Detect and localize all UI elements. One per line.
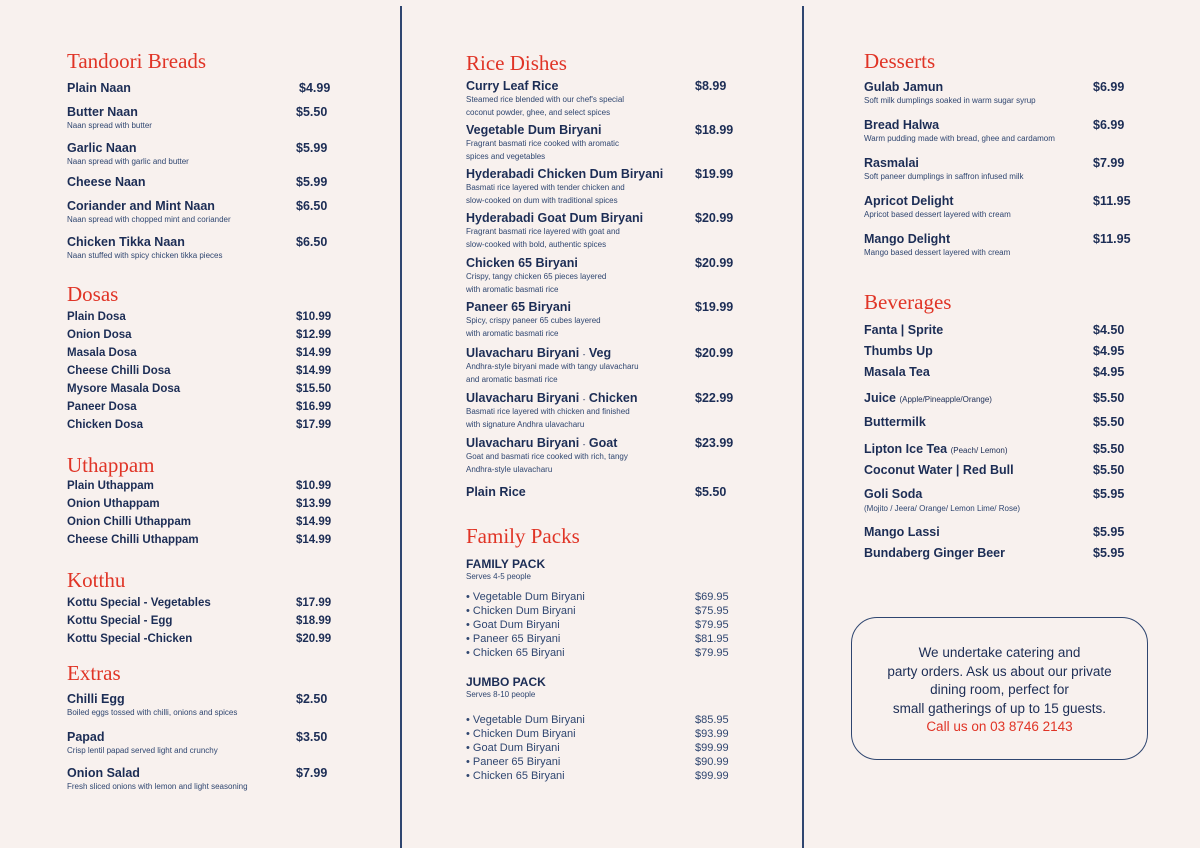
item-name: Chicken Dosa [67,419,144,431]
column-divider-left [400,6,402,848]
item-price: $6.99 [1093,118,1125,132]
catering-info-box [851,617,1148,760]
item-price: $4.95 [1093,365,1125,379]
item-name: Paneer Dosa [67,401,137,413]
item-name: Plain Naan [67,81,131,95]
item-price: $11.95 [1093,232,1131,246]
section-title-beverages: Beverages [864,290,952,314]
menu-column-1 [67,0,335,848]
item-description: Basmati rice layered with tender chicken and slow-cooked on dum with traditional spices [466,183,625,205]
item-price: $16.99 [296,401,332,413]
catering-line: We undertake catering and [918,645,1081,660]
item-price: $5.95 [1093,546,1125,560]
item-name: Onion Chilli Uthappam [67,516,191,528]
item-name: Bundaberg Ginger Beer [864,546,1005,560]
section-title-dosas: Dosas [67,282,119,306]
section-title-extras: Extras [67,661,121,685]
item-description: Goat and basmati rice cooked with rich, tangy Andhra-style ulavacharu [466,452,628,474]
item-description: Warm pudding made with bread, ghee and cardamom [864,134,1055,143]
item-price: $14.99 [296,534,332,546]
item-name: Cheese Chilli Dosa [67,365,171,377]
item-name: Masala Dosa [67,347,137,359]
item-price: $19.99 [695,167,734,181]
item-name: Chicken Tikka Naan [67,235,185,249]
catering-line: small gatherings of up to 15 guests. [892,700,1107,716]
item-price: $7.99 [1093,156,1125,170]
item-description: Naan spread with butter [67,121,152,130]
item-name: Buttermilk [864,415,926,429]
item-price: $20.99 [296,633,332,645]
section-title-kotthu: Kotthu [67,568,126,592]
item-name: Fanta | Sprite [864,323,944,337]
item-name: Plain Uthappam [67,480,154,492]
item-price: $17.99 [296,597,332,609]
item-name: Vegetable Dum Biryani [466,123,602,137]
item-price: $5.50 [695,485,727,499]
item-name: Hyderabadi Goat Dum Biryani [466,211,644,225]
menu-column-2: Rice Dishes Curry Leaf Rice $8.99 Steamed rice blended with our chef's special coconut powder, ghee, and select spices Vegetable Dum Biryani $18.99 Fragrant basmati rice cooked with aromatic spices and vegetables Hyderabadi Chicken Dum Biryani $19.99 Basmati rice layered with tender chicken and slow-cooked on dum with traditional spices Hyderabadi Goat Dum Biryani $20.99 Fragrant basmati rice layered with goat and slow-cooked with bold, authentic spices Chicken 65 Biryani $20.99 Crispy, tangy chicken 65 pieces layered with aromatic basmati rice Paneer 65 Biryani $19.99 Spicy, crispy paneer 65 cubes layered with aromatic basmati rice Ulavacharu Biryani - Veg $20.99 Andhra-style biryani made with tangy ulavacharu and aromatic basmati rice Ulavacharu Biryani - Chicken $22.99 Basmati rice layered with chicken and finished with signature Andhra ulavacharu Ulavacharu Biryani - Goat $23.99 Goat and basmati rice cooked with rich, tangy Andhra-style ulavacharu Plain Rice $5.50 Family Packs FAMILY PACK Serves 4-5 people • Vegetable Dum Biryani $69.95 • Chicken Dum Biryani $75.95 • Goat Dum Biryani $79.95 • Paneer 65 Biryani $81.95 • Chicken 65 Biryani $79.95 JUMBO PACK Serves 8-10 people • Vegetable Dum Biryani $85.95 • Chicken Dum Biryani $93.99 • Goat Dum Biryani $99.99 • Paneer 65 Biryani $90.99 • Chicken 65 Biryani $99.99 [466,51,734,782]
item-name: Plain Dosa [67,311,126,323]
item-name: Kottu Special - Egg [67,615,173,627]
item-name: Chilli Egg [67,692,125,706]
item-name: Thumbs Up [864,344,933,358]
item-name: Chicken 65 Biryani [466,256,578,270]
column-divider-right [802,6,804,848]
item-price: $5.99 [296,175,328,189]
item-price: $17.99 [296,419,332,431]
item-name: Garlic Naan [67,141,137,155]
item-price: $14.99 [296,365,332,377]
item-name: Butter Naan [67,105,138,119]
item-name: Ulavacharu Biryani - Veg [466,346,612,360]
item-price: $4.99 [299,81,331,95]
item-price: $15.50 [296,383,332,395]
item-price: $6.50 [296,235,328,249]
item-description: Crisp lentil papad served light and crunchy [67,746,218,755]
item-price: $14.99 [296,347,332,359]
item-description: Spicy, crispy paneer 65 cubes layered with aromatic basmati rice [466,316,601,338]
item-name: Hyderabadi Chicken Dum Biryani [466,167,664,181]
item-price: $20.99 [695,346,734,360]
item-description: Naan spread with garlic and butter [67,157,189,166]
item-description: Apricot based dessert layered with cream [864,210,1011,219]
item-name: Lipton Ice Tea (Peach/ Lemon) [864,442,1008,456]
item-price: $7.99 [296,766,328,780]
item-description: Mango based dessert layered with cream [864,248,1011,257]
item-name: Plain Rice [466,485,526,499]
item-description: Soft milk dumplings soaked in warm sugar syrup [864,96,1036,105]
item-description: Naan stuffed with spicy chicken tikka pieces [67,251,223,260]
item-name: Paneer 65 Biryani [466,300,571,314]
item-price: $4.95 [1093,344,1125,358]
item-price: $5.95 [1093,525,1125,539]
item-description: Naan spread with chopped mint and coriander [67,215,231,224]
item-description: Soft paneer dumplings in saffron infused milk [864,172,1024,181]
family-pack-serves: Serves 4-5 people [466,572,531,581]
catering-line: dining room, perfect for [930,682,1069,697]
item-description: (Mojito / Jeera/ Orange/ Lemon Lime/ Rose) [864,504,1021,513]
item-name: Mysore Masala Dosa [67,383,181,395]
item-price: $22.99 [695,391,734,405]
item-price: $18.99 [695,123,734,137]
catering-phone: Call us on 03 8746 2143 [926,719,1073,734]
family-pack-title: FAMILY PACK [466,557,546,571]
item-name: Onion Dosa [67,329,132,341]
item-price: $5.50 [1093,463,1125,477]
item-name: Cheese Chilli Uthappam [67,534,199,546]
item-price: $19.99 [695,300,734,314]
item-price: $20.99 [695,256,734,270]
item-name: Ulavacharu Biryani - Goat [466,436,618,450]
item-description: Fragrant basmati rice cooked with aromatic spices and vegetables [466,139,619,161]
item-price: $5.99 [296,141,328,155]
item-description: Andhra-style biryani made with tangy ulavacharu and aromatic basmati rice [466,362,639,384]
item-name: Rasmalai [864,156,919,170]
item-price: $20.99 [695,211,734,225]
item-price: $5.50 [1093,442,1125,456]
section-title-tandoori-breads: Tandoori Breads [67,49,207,73]
item-price: $11.95 [1093,194,1131,208]
item-price: $10.99 [296,311,332,323]
item-description: Fresh sliced onions with lemon and light seasoning [67,782,248,791]
item-price: $5.50 [1093,391,1125,405]
item-name: Papad [67,730,105,744]
item-name: Kottu Special -Chicken [67,633,193,645]
section-title-family-packs: Family Packs [466,524,580,548]
item-price: $8.99 [695,79,727,93]
item-name: Bread Halwa [864,118,940,132]
item-name: Coriander and Mint Naan [67,199,215,213]
section-title-desserts: Desserts [864,49,936,73]
item-price: $23.99 [695,436,734,450]
item-name: Coconut Water | Red Bull [864,463,1014,477]
item-price: $6.99 [1093,80,1125,94]
item-price: $2.50 [296,692,328,706]
item-price: $14.99 [296,516,332,528]
jumbo-pack-title: JUMBO PACK [466,675,546,689]
item-price: $3.50 [296,730,328,744]
item-price: $5.50 [1093,415,1125,429]
item-price: $12.99 [296,329,332,341]
section-title-rice-dishes: Rice Dishes [466,51,567,75]
item-price: $18.99 [296,615,332,627]
item-description: Boiled eggs tossed with chilli, onions and spices [67,708,238,717]
item-price: $5.50 [296,105,328,119]
item-price: $10.99 [296,480,332,492]
item-name: Goli Soda [864,487,923,501]
item-description: Fragrant basmati rice layered with goat and slow-cooked with bold, authentic spices [466,227,620,249]
item-name: Masala Tea [864,365,930,379]
catering-line: party orders. Ask us about our private [887,663,1112,679]
section-title-uthappam: Uthappam [67,453,155,477]
item-name: Apricot Delight [864,194,954,208]
item-price: $4.50 [1093,323,1125,337]
item-name: Mango Delight [864,232,951,246]
item-name: Ulavacharu Biryani - Chicken [466,391,638,405]
item-description: Crispy, tangy chicken 65 pieces layered with aromatic basmati rice [466,272,607,294]
item-price: $13.99 [296,498,332,510]
item-description: Steamed rice blended with our chef's special coconut powder, ghee, and select spices [466,95,625,117]
jumbo-pack-serves: Serves 8-10 people [466,690,536,699]
item-name: Curry Leaf Rice [466,79,559,93]
item-name: Onion Uthappam [67,498,160,510]
item-name: Kottu Special - Vegetables [67,597,211,609]
item-name: Mango Lassi [864,525,940,539]
item-description: Basmati rice layered with chicken and finished with signature Andhra ulavacharu [466,407,630,429]
item-name: Juice (Apple/Pineapple/Orange) [864,391,992,405]
item-price: $6.50 [296,199,328,213]
item-name: Gulab Jamun [864,80,944,94]
item-name: Onion Salad [67,766,140,780]
item-price: $5.95 [1093,487,1125,501]
item-name: Cheese Naan [67,175,146,189]
